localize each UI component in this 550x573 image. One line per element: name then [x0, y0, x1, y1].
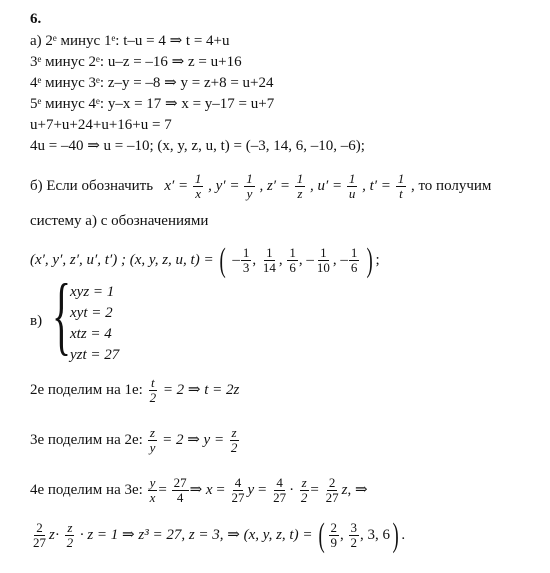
def-z-frac: $\frac{1}{z}$ — [296, 171, 304, 201]
final-value-2: $\frac{3}{2}$ — [350, 520, 358, 551]
final-paren-close: ) — [392, 516, 399, 554]
step-3-frac-3: $\frac{4}{27}$ — [231, 475, 245, 506]
part-b-tail: , то получим — [410, 177, 492, 194]
step-1-rest: = 2 ⇒ t = 2z — [162, 382, 240, 398]
step-2-text: 3е поделим на 2е: — [30, 432, 143, 448]
system-eq-2: xyt = 2 — [70, 305, 113, 321]
part-b-tuple: (x′, y′, z′, u′, t′) ; (x, y, z, u, t) = ( – $\frac{1}{3}$ , $\frac{1}{14}$ , $\frac{1}{6}$ , – $\frac{1}{10}$ , – $\frac{1}{6}$ ) ; — [30, 241, 380, 279]
step-2-rest: = 2 ⇒ y = — [162, 432, 225, 448]
step-1-frac: $\frac{t}{2}$ — [149, 375, 157, 406]
part-c-label: в) — [30, 313, 43, 329]
def-x-lhs: x′ = — [164, 177, 189, 194]
final-frac-1: $\frac{2}{27}$ — [33, 520, 46, 551]
paren-open: ( — [219, 241, 227, 279]
final-value-1: $\frac{2}{9}$ — [330, 520, 338, 551]
step-3-frac-4: $\frac{4}{27}$ — [273, 475, 287, 506]
tuple-v5-sign: – — [340, 252, 348, 268]
step-2 — [30, 423, 240, 457]
def-z-lhs: , z′ = — [259, 177, 290, 194]
step-3-frac-6: $\frac{2}{27}$ — [325, 475, 339, 506]
tuple-v3: $\frac{1}{6}$ — [289, 245, 296, 276]
step-3-frac-2: $\frac{27}{4}$ — [173, 475, 187, 506]
step-3-frac-1: $\frac{y}{x}$ — [149, 475, 156, 506]
system-eq-3: xtz = 4 — [70, 326, 112, 342]
final-line: $\frac{2}{27}$ z· $\frac{z}{2}$ · z = 1 ⇒ z³ = 27, z = 3, ⇒ (x, y, z, t) = ( $\frac{2}{9}$ , $\frac{3}{2}$ , 3, 6) . — [33, 516, 406, 554]
step-3-frac-5: $\frac{z}{2}$ — [300, 475, 308, 506]
system-eq-4: yzt = 27 — [70, 347, 120, 363]
step-3-text: 4е поделим на 3е: — [30, 482, 143, 498]
def-y-frac: $\frac{1}{y}$ — [246, 171, 253, 201]
final-paren-open: ( — [318, 516, 325, 554]
def-u-frac: $\frac{1}{u}$ — [348, 171, 356, 201]
part-a-line-6: 4u = –40 ⇒ u = –10; (x, y, z, u, t) = (–3, 14, 6, –10, –6); — [30, 138, 365, 154]
tuple-end: ; — [375, 252, 380, 268]
tuple-v2: $\frac{1}{14}$ — [262, 245, 276, 276]
paren-close: ) — [366, 241, 373, 279]
tuple-v1: $\frac{1}{3}$ — [242, 245, 250, 276]
final-mid: · z = 1 ⇒ z³ = 27, z = 3, ⇒ (x, y, z, t) = — [79, 527, 313, 543]
def-u-lhs: , u′ = — [309, 177, 343, 194]
system-brace: { — [52, 267, 72, 364]
def-t-lhs: , t′ = — [362, 177, 391, 194]
final-rest: , 3, 6 — [360, 527, 391, 543]
tuple-prefix: (x′, y′, z′, u′, t′) ; (x, y, z, u, t) = — [30, 252, 214, 268]
part-b-line-2: систему а) с обозначениями — [30, 213, 209, 229]
step-2-frac-2: $\frac{z}{2}$ — [230, 425, 238, 456]
step-1-text: 2е поделим на 1е: — [30, 382, 143, 398]
tuple-v4-sign: – — [306, 252, 314, 268]
tuple-v1-sign: – — [232, 252, 240, 268]
part-a-line-4: 5ᵉ минус 4ᵉ: y–x = 17 ⇒ x = y–17 = u+7 — [30, 96, 275, 112]
part-b-definitions — [30, 172, 491, 201]
part-a-line-1: а) 2ᵉ минус 1ᵉ: t–u = 4 ⇒ t = 4+u — [30, 33, 230, 49]
part-a-line-5: u+7+u+24+u+16+u = 7 — [30, 117, 172, 133]
part-a-line-3: 4ᵉ минус 3ᵉ: z–y = –8 ⇒ y = z+8 = u+24 — [30, 75, 274, 91]
def-t-frac: $\frac{1}{t}$ — [397, 171, 405, 201]
problem-number: 6. — [30, 11, 42, 27]
part-a-line-2: 3ᵉ минус 2ᵉ: u–z = –16 ⇒ z = u+16 — [30, 54, 242, 70]
tuple-v5: $\frac{1}{6}$ — [350, 245, 358, 276]
step-1 — [30, 373, 239, 407]
def-x-frac: $\frac{1}{x}$ — [194, 171, 202, 201]
tuple-v4: $\frac{1}{10}$ — [316, 245, 330, 276]
step-3: 4е поделим на 3е: $\frac{y}{x}$ = $\frac{27}{4}$ ⇒ x = $\frac{4}{27}$ y = $\frac{4}{27}$ · $\frac{z}{2}$ = $\frac{2}{27}$ z, ⇒ — [30, 475, 368, 506]
final-end: . — [401, 527, 406, 543]
final-frac-2: $\frac{z}{2}$ — [66, 520, 74, 551]
def-y-lhs: , y′ = — [208, 177, 240, 194]
part-b-intro: б) Если обозначить — [30, 177, 154, 194]
step-2-frac: $\frac{z}{y}$ — [149, 425, 156, 456]
system-eq-1: xyz = 1 — [70, 284, 115, 300]
